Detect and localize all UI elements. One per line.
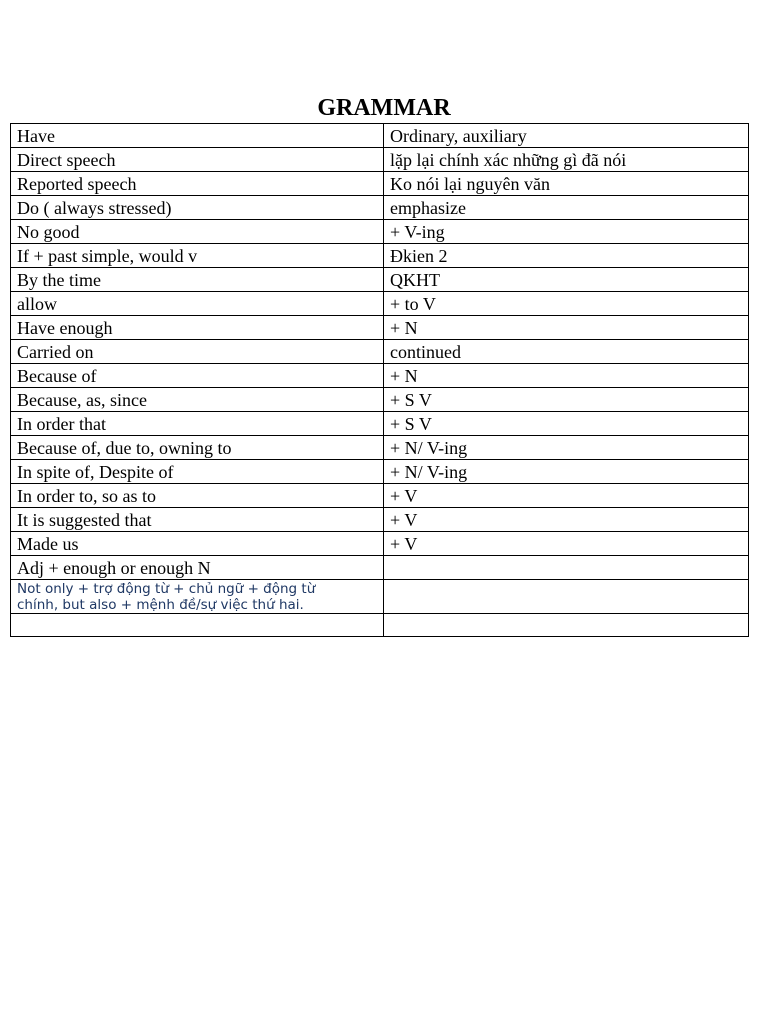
table-cell-empty [384,614,749,637]
table-cell-term: In spite of, Despite of [11,460,384,484]
table-cell-usage: continued [384,340,749,364]
table-cell-note [11,580,384,614]
table-cell-usage: Ko nói lại nguyên văn [384,172,749,196]
table-row [11,484,749,508]
table-cell-term: Because of, due to, owning to [11,436,384,460]
table-cell-usage: + S V [384,412,749,436]
page-title: GRAMMAR [317,95,451,121]
table-row [11,244,749,268]
table-cell-empty [11,614,384,637]
table-row [11,436,749,460]
table-row [11,172,749,196]
table-cell-usage [384,556,749,580]
table-row-note [11,580,749,614]
table-cell-usage: + N/ V-ing [384,436,749,460]
table-cell-term: Have [11,124,384,148]
table-row [11,340,749,364]
table-row [11,460,749,484]
table-cell-term: Carried on [11,340,384,364]
table-cell-usage: + V [384,532,749,556]
table-row [11,388,749,412]
table-row [11,292,749,316]
table-row [11,220,749,244]
table-row [11,508,749,532]
table-cell-usage [384,580,749,614]
table-cell-term: Do ( always stressed) [11,196,384,220]
table-cell-usage: + to V [384,292,749,316]
table-cell-term: No good [11,220,384,244]
table-cell-usage: + V [384,484,749,508]
table-cell-usage: Đkien 2 [384,244,749,268]
table-cell-term: By the time [11,268,384,292]
table-cell-usage: + N/ V-ing [384,460,749,484]
table-row [11,196,749,220]
table-row [11,124,749,148]
table-cell-usage: emphasize [384,196,749,220]
table-cell-usage: + V [384,508,749,532]
table-cell-usage: + N [384,364,749,388]
table-row-empty [11,614,749,637]
table-cell-term: In order that [11,412,384,436]
table-cell-term: If + past simple, would v [11,244,384,268]
table-cell-usage: + N [384,316,749,340]
table-row [11,148,749,172]
table-cell-usage: Ordinary, auxiliary [384,124,749,148]
table-cell-term: It is suggested that [11,508,384,532]
table-row [11,532,749,556]
table-cell-term: In order to, so as to [11,484,384,508]
table-cell-term: Direct speech [11,148,384,172]
table-row [11,316,749,340]
table-cell-term: Have enough [11,316,384,340]
table-cell-term: Adj + enough or enough N [11,556,384,580]
table-cell-term: Reported speech [11,172,384,196]
table-row [11,412,749,436]
table-cell-term: allow [11,292,384,316]
table-row [11,364,749,388]
table-cell-usage: + V-ing [384,220,749,244]
table-cell-usage: QKHT [384,268,749,292]
table-row [11,556,749,580]
table-cell-term: Because of [11,364,384,388]
table-cell-term: Made us [11,532,384,556]
table-cell-usage: + S V [384,388,749,412]
table-cell-term: Because, as, since [11,388,384,412]
table-row [11,268,749,292]
table-cell-usage: lặp lại chính xác những gì đã nói [384,148,749,172]
grammar-table [10,123,749,637]
note-text: Not only + trợ động từ + chủ ngữ + động từ chính, but also + mệnh đề/sự việc thứ hai. [17,581,316,613]
